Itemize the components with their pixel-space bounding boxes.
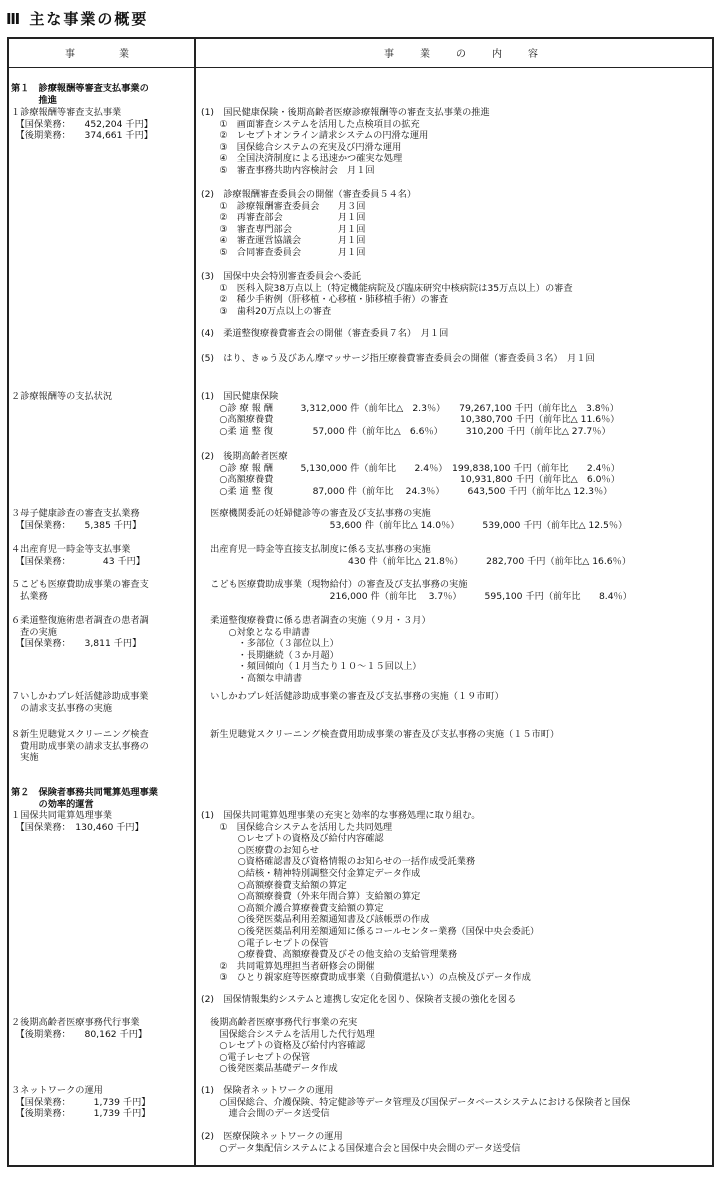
item1-4-name <box>11 544 145 567</box>
text-line: ５こども医療費助成事業の審査支 <box>11 579 149 590</box>
text-line: 【後期業務： 80,162 千円】 <box>11 1028 148 1040</box>
text-line: ４出産育児一時金等支払事業 <box>11 544 131 555</box>
text-line: 第２ 保険者事務共同電算処理事業 <box>11 787 158 798</box>
item1-8-name <box>11 729 149 764</box>
text-line: (2) 後期高齢者医療 <box>201 451 288 462</box>
item1-1-p3 <box>201 271 573 317</box>
text-line: ○結核・精神特別調整交付金算定データ作成 <box>201 867 421 879</box>
text-line: 430 件（前年比△ 21.8％） 282,700 千円（前年比△ 16.6％） <box>201 555 632 567</box>
item1-5-name <box>11 579 149 602</box>
text-line: ○高額療養費 10,931,800 千円（前年比△ 6.0％） <box>201 474 620 486</box>
text-line: 連合会間のデータ送受信 <box>201 1108 330 1120</box>
text-line: ④ 審査運営協議会 月１回 <box>201 235 366 247</box>
page-title: Ⅲ 主な事業の概要 <box>6 10 149 28</box>
text-line: 実施 <box>11 752 39 764</box>
text-line: ２診療報酬等の支払状況 <box>11 391 113 402</box>
text-line: の効率的運営 <box>11 798 94 810</box>
header-business: 事 業 <box>65 49 137 60</box>
section1-title <box>11 83 149 106</box>
text-line: ⑤ 合同審査委員会 月１回 <box>201 246 366 258</box>
text-line: 【国保業務： 43 千円】 <box>11 555 146 567</box>
item1-2-p2 <box>201 451 620 497</box>
text-line: ○高額療養費支給額の算定 <box>201 879 347 891</box>
text-line: ③ 審査専門部会 月１回 <box>201 223 366 235</box>
text-line: １国保共同電算処理事業 <box>11 810 113 821</box>
text-line: ○高額療養費 10,380,700 千円（前年比△ 11.6％） <box>201 414 620 426</box>
text-line: 査の実施 <box>11 626 57 638</box>
table-header-row <box>9 39 712 68</box>
text-line: 第１ 診療報酬等審査支払事業の <box>11 83 149 94</box>
text-line: ○データ集配信システムによる国保連合会と国保中央会間のデータ送受信 <box>201 1142 521 1154</box>
text-line: ○療養費、高額療養費及びその他支給の支給管理業務 <box>201 949 458 961</box>
item1-3-name <box>11 508 141 531</box>
text-line: ① 画面審査システムを活用した点検項目の拡充 <box>201 118 420 130</box>
text-line: ○電子レセプトの保管 <box>201 937 329 949</box>
text-line: ・頻回傾向（１月当たり１０～１５回以上） <box>201 661 422 673</box>
text-line: 【後期業務： 374,661 千円】 <box>11 130 153 142</box>
text-line: ○高額療養費（外来年間合算）支給額の算定 <box>201 891 421 903</box>
item1-3-content <box>201 508 627 531</box>
text-line: ⑤ 審査事務共助内容検討会 月１回 <box>201 164 375 176</box>
text-line: ③ 歯科20万点以上の審査 <box>201 305 332 317</box>
text-line: の請求支払事務の実施 <box>11 702 113 714</box>
text-line: 出産育児一時金等直接支払制度に係る支払事務の実施 <box>201 544 431 555</box>
text-line: ④ 全国決済制度による迅速かつ確実な処理 <box>201 153 403 165</box>
text-line: (2) 診療報酬審査委員会の開催（審査委員５４名） <box>201 189 417 200</box>
text-line: こども医療費助成事業（現物給付）の審査及び支払事務の実施 <box>201 579 468 590</box>
item1-1-p1 <box>201 107 490 177</box>
text-line: ２後期高齢者医療事務代行事業 <box>11 1017 140 1028</box>
item1-8-content: 新生児聴覚スクリーニング検査費用助成事業の審査及び支払事務の実施（１５市町） <box>201 729 560 740</box>
text-line: (1) 国民健康保険 <box>201 391 279 402</box>
text-line: (1) 保険者ネットワークの運用 <box>201 1085 334 1096</box>
text-line: 【国保業務： 1,739 千円】 <box>11 1096 151 1108</box>
text-line: 払業務 <box>11 590 48 602</box>
item1-6-name <box>11 615 149 650</box>
item1-6-content <box>201 615 431 685</box>
text-line: ・多部位（３部位以上） <box>201 638 339 650</box>
text-line: ○診 療 報 酬 5,130,000 件（前年比 2.4％） 199,838,100 千円（前年比 2.4％） <box>201 462 620 474</box>
text-line: 216,000 件（前年比 3.7％） 595,100 千円（前年比 8.4％） <box>201 590 632 602</box>
text-line: ○電子レセプトの保管 <box>201 1051 311 1063</box>
text-line: ６柔道整復施術患者調査の患者調 <box>11 615 149 626</box>
text-line: ○診 療 報 酬 3,312,000 件（前年比△ 2.3％） 79,267,100 千円（前年比△ 3.8％） <box>201 402 619 414</box>
text-line: ７いしかわプレ妊活健診助成事業 <box>11 691 149 702</box>
item2-1-name <box>11 810 144 833</box>
text-line: ○後発医薬品利用差額通知書及び該帳票の作成 <box>201 914 430 926</box>
item1-1-name <box>11 107 153 142</box>
item2-1-p2: (2) 国保情報集約システムと連携し安定化を図り、保険者支援の強化を図る <box>201 994 517 1005</box>
text-line: ○後発医薬品利用差額通知に係るコールセンター業務（国保中央会委託） <box>201 925 540 937</box>
text-line: 医療機関委託の妊婦健診等の審査及び支払事務の実施 <box>201 508 431 519</box>
text-line: (1) 国保共同電算処理事業の充実と効率的な事務処理に取り組む。 <box>201 810 481 821</box>
text-line: ① 診療報酬審査委員会 月３回 <box>201 200 366 212</box>
text-line: ① 医科入院38万点以上（特定機能病院及び臨床研究中核病院は35万点以上）の審査 <box>201 282 573 294</box>
text-line: ○後発医薬品基礎データ作成 <box>201 1063 338 1075</box>
text-line: ① 国保総合システムを活用した共同処理 <box>201 821 393 833</box>
text-line: 柔道整復療養費に係る患者調査の実施（９月・３月） <box>201 615 431 626</box>
item1-1-p4: (4) 柔道整復療養費審査会の開催（審査委員７名） 月１回 <box>201 328 449 339</box>
text-line: ８新生児聴覚スクリーニング検査 <box>11 729 149 740</box>
text-line: ３ネットワークの運用 <box>11 1085 103 1096</box>
text-line: 【国保業務： 130,460 千円】 <box>11 821 144 833</box>
text-line: ○高額介護合算療養費支給額の算定 <box>201 902 384 914</box>
text-line: (3) 国保中央会特別審査委員会へ委託 <box>201 271 362 282</box>
text-line: 費用助成事業の請求支払事務の <box>11 740 149 752</box>
item1-2-p1 <box>201 391 619 437</box>
item1-7-name <box>11 691 148 714</box>
text-line: ・高額な申請書 <box>201 672 303 684</box>
text-line: ② 稀少手術例（肝移植・心移植・肺移植手術）の審査 <box>201 294 449 306</box>
text-line: 【国保業務： 5,385 千円】 <box>11 519 142 531</box>
text-line: ○柔 道 整 復 87,000 件（前年比 24.3％） 643,500 千円（前年比△ 12.3％） <box>201 485 613 497</box>
item2-3-name <box>11 1085 150 1120</box>
text-line: ③ 国保総合システムの充実及び円滑な運用 <box>201 141 402 153</box>
item1-4-content <box>201 544 631 567</box>
text-line: 後期高齢者医療事務代行事業の充実 <box>201 1017 358 1028</box>
text-line: １診療報酬等審査支払事業 <box>11 107 122 118</box>
text-line: ② レセプトオンライン請求システムの円滑な運用 <box>201 130 429 142</box>
text-line: (2) 医療保険ネットワークの運用 <box>201 1131 343 1142</box>
text-line: ○医療費のお知らせ <box>201 844 319 856</box>
text-line: 53,600 件（前年比△ 14.0％） 539,000 千円（前年比△ 12.5％） <box>201 519 628 531</box>
item2-1-p1 <box>201 810 539 984</box>
item2-2-name <box>11 1017 147 1040</box>
text-line: ② 再審査部会 月１回 <box>201 212 366 224</box>
text-line: 【国保業務： 452,204 千円】 <box>11 118 153 130</box>
text-line: ○資格確認書及び資格情報のお知らせの一括作成受託業務 <box>201 856 476 868</box>
text-line: ③ ひとり親家庭等医療費助成事業（自動償還払い）の点検及びデータ作成 <box>201 972 531 984</box>
item2-3-p2 <box>201 1131 520 1154</box>
item1-2-name <box>11 391 112 403</box>
text-line: ② 共同電算処理担当者研修会の開催 <box>201 960 375 972</box>
item1-5-content <box>201 579 632 602</box>
text-line: (1) 国民健康保険・後期高齢者医療診療報酬等の審査支払事業の推進 <box>201 107 490 118</box>
column-divider <box>194 39 196 1165</box>
section2-title <box>11 787 158 810</box>
text-line: ○レセプトの資格及び給付内容確認 <box>201 833 384 845</box>
text-line: ・長期継続（３か月超） <box>201 649 339 661</box>
business-summary-table <box>7 37 714 1167</box>
text-line: ○レセプトの資格及び給付内容確認 <box>201 1040 366 1052</box>
text-line: ３母子健康診査の審査支払業務 <box>11 508 140 519</box>
text-line: ○国保総合、介護保険、特定健診等データ管理及び国保データベースシステムにおける保険者と国保 <box>201 1096 631 1108</box>
text-line: 【国保業務： 3,811 千円】 <box>11 638 142 650</box>
text-line: ○対象となる申請書 <box>201 626 311 638</box>
text-line: 推進 <box>11 94 57 106</box>
item1-1-p5: (5) はり、きゅう及びあん摩マッサージ指圧療養費審査委員会の開催（審査委員３名） 月１回 <box>201 353 595 364</box>
text-line: 国保総合システムを活用した代行処理 <box>201 1028 375 1040</box>
item1-7-content: いしかわプレ妊活健診助成事業の審査及び支払事務の実施（１９市町） <box>201 691 504 702</box>
item2-3-p1 <box>201 1085 630 1120</box>
text-line: ○柔 道 整 復 57,000 件（前年比△ 6.6％） 310,200 千円（前年比△ 27.7％） <box>201 425 611 437</box>
item1-1-p2 <box>201 189 416 259</box>
text-line: 【後期業務： 1,739 千円】 <box>11 1108 151 1120</box>
item2-2-content <box>201 1017 375 1075</box>
header-content: 事 業 の 内 容 <box>384 49 546 60</box>
